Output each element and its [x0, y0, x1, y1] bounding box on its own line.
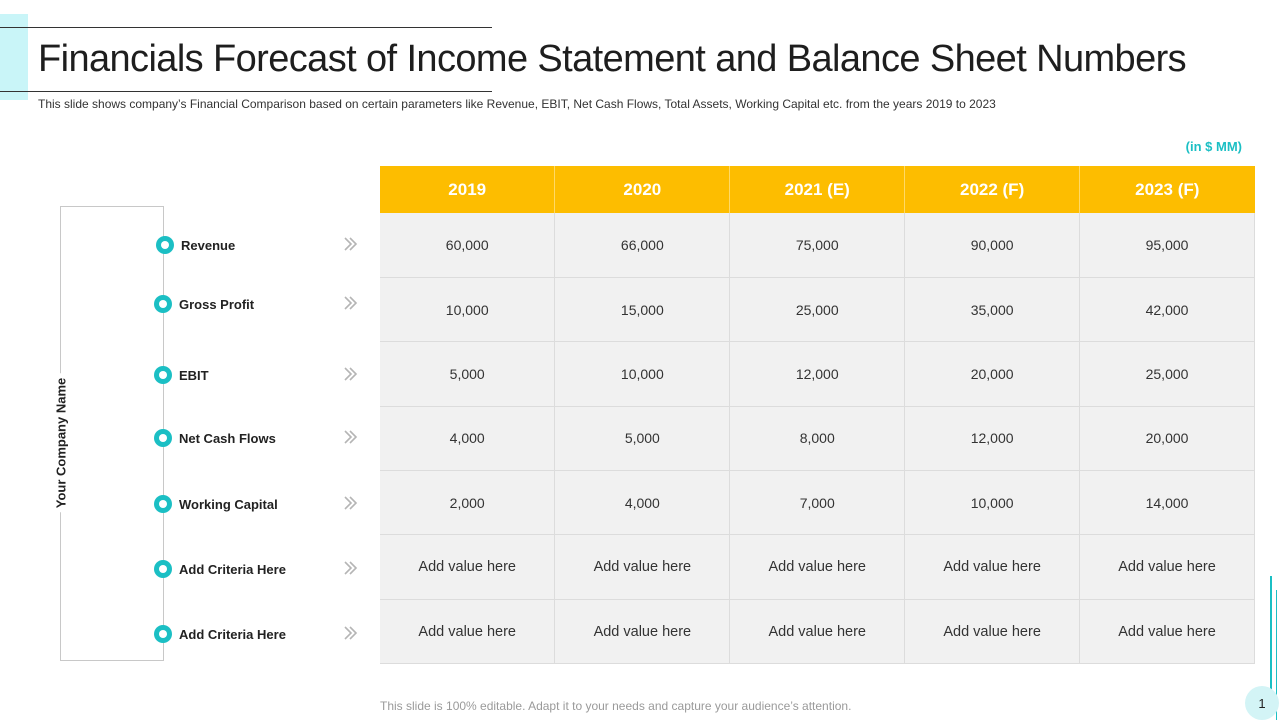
table-cell: 95,000	[1080, 213, 1255, 277]
row-label-text: Gross Profit	[179, 296, 255, 312]
double-chevron-right-icon	[340, 364, 360, 384]
table-cell: 2,000	[380, 471, 555, 535]
circle-dot-icon	[156, 236, 174, 254]
table-cell: 10,000	[380, 277, 555, 341]
table-cell: 75,000	[730, 213, 905, 277]
table-row	[380, 599, 1255, 663]
row-label-text: Net Cash Flows	[179, 430, 276, 446]
row-label-text: Add Criteria Here	[179, 626, 286, 642]
table-cell: Add value here	[555, 535, 730, 599]
row-label-text: Working Capital	[179, 496, 278, 512]
table-cell: 7,000	[730, 471, 905, 535]
table-cell: 66,000	[555, 213, 730, 277]
table-cell: Add value here	[730, 535, 905, 599]
circle-dot-icon	[154, 560, 172, 578]
table-header-row	[380, 166, 1255, 213]
row-label	[154, 624, 286, 644]
table-cell: 10,000	[555, 342, 730, 406]
table-cell: 14,000	[1080, 471, 1255, 535]
table-cell: 10,000	[905, 471, 1080, 535]
double-chevron-right-icon	[340, 623, 360, 643]
table-row	[380, 277, 1255, 341]
row-label	[154, 294, 254, 314]
table-cell: 20,000	[905, 342, 1080, 406]
table-cell: Add value here	[1080, 535, 1255, 599]
page-subtitle: This slide shows company’s Financial Comparison based on certain parameters like Revenue, EBIT, Net Cash Flows, Total Assets, Working Capital etc. from the years 2019 to 2023	[38, 97, 996, 111]
table-cell: 4,000	[380, 406, 555, 470]
table-cell: Add value here	[730, 599, 905, 663]
column-header: 2023 (F)	[1080, 166, 1255, 213]
unit-label: (in $ MM)	[1185, 139, 1242, 154]
column-header: 2022 (F)	[905, 166, 1080, 213]
table-cell: Add value here	[1080, 599, 1255, 663]
table-cell: 42,000	[1080, 277, 1255, 341]
circle-dot-icon	[154, 366, 172, 384]
title-rule-bottom	[0, 91, 492, 92]
table-row	[380, 471, 1255, 535]
row-label	[154, 559, 286, 579]
page-accent-line	[1270, 576, 1272, 700]
column-header: 2021 (E)	[730, 166, 905, 213]
footer-note: This slide is 100% editable. Adapt it to your needs and capture your audience’s attention.	[380, 699, 852, 713]
double-chevron-right-icon	[340, 558, 360, 578]
double-chevron-right-icon	[340, 493, 360, 513]
table-row	[380, 535, 1255, 599]
row-label	[156, 235, 235, 255]
table-cell: 15,000	[555, 277, 730, 341]
company-name-label: Your Company Name	[48, 374, 75, 513]
company-bracket	[60, 206, 164, 661]
row-label-text: Add Criteria Here	[179, 561, 286, 577]
table-cell: Add value here	[905, 535, 1080, 599]
table-cell: 60,000	[380, 213, 555, 277]
double-chevron-right-icon	[340, 293, 360, 313]
table-cell: Add value here	[905, 599, 1080, 663]
table-cell: 5,000	[555, 406, 730, 470]
circle-dot-icon	[154, 429, 172, 447]
row-label	[154, 365, 209, 385]
circle-dot-icon	[154, 295, 172, 313]
table-cell: 20,000	[1080, 406, 1255, 470]
table-row	[380, 342, 1255, 406]
table-cell: 8,000	[730, 406, 905, 470]
double-chevron-right-icon	[340, 234, 360, 254]
table-cell: 90,000	[905, 213, 1080, 277]
row-label-text: EBIT	[179, 367, 209, 383]
row-label	[154, 428, 276, 448]
table-row	[380, 406, 1255, 470]
table-cell: Add value here	[555, 599, 730, 663]
title-rule-top	[0, 27, 492, 28]
table-cell: 35,000	[905, 277, 1080, 341]
table-row	[380, 213, 1255, 277]
circle-dot-icon	[154, 625, 172, 643]
table-cell: 25,000	[730, 277, 905, 341]
page-title: Financials Forecast of Income Statement and Balance Sheet Numbers	[38, 38, 1187, 80]
table-cell: 12,000	[905, 406, 1080, 470]
page-number-badge: 1	[1245, 686, 1279, 720]
circle-dot-icon	[154, 495, 172, 513]
column-header: 2020	[555, 166, 730, 213]
table-cell: 12,000	[730, 342, 905, 406]
table-cell: 5,000	[380, 342, 555, 406]
row-label	[154, 494, 278, 514]
double-chevron-right-icon	[340, 427, 360, 447]
table-cell: Add value here	[380, 535, 555, 599]
row-label-text: Revenue	[181, 237, 236, 253]
table-cell: 25,000	[1080, 342, 1255, 406]
column-header: 2019	[380, 166, 555, 213]
financials-table	[380, 166, 1255, 664]
table-cell: Add value here	[380, 599, 555, 663]
table-cell: 4,000	[555, 471, 730, 535]
